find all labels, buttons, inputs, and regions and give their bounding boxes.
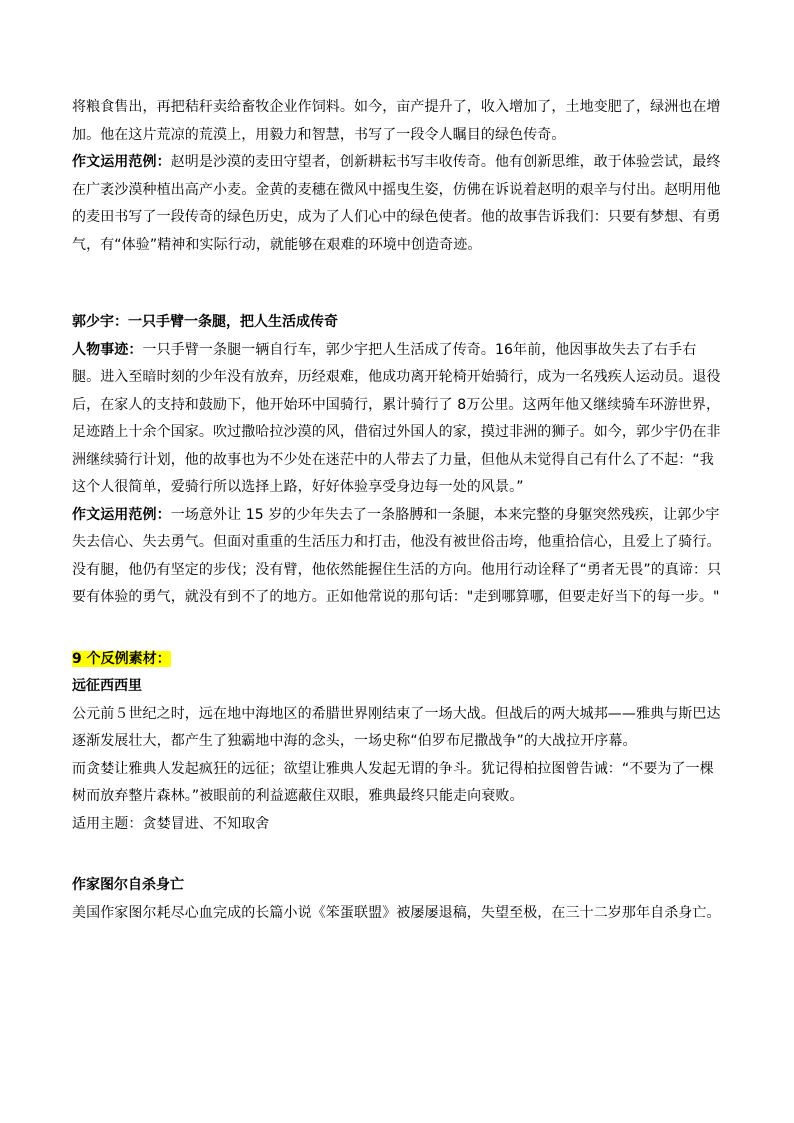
- paragraph-guo-essay-example: [72, 502, 722, 612]
- text-essay-example: 赵明是沙漠的麦田守望者，创新耕耘书写丰收传奇。他有创新思维，敢于体验尝试，最终在广袤沙漠种植出高产小麦。金黄的麦穗在微风中摇曳生姿，仿佛在诉说着赵明的艰辛与付出。赵明用他的麦田书写了一段传奇的绿色历史，成为了人们心中的绿色使者。他的故事告诉我们：只要有梦想、有勇气，有“体验”精神和实际行动，就能够在艰难的环境中创造奇迹。: [72, 154, 721, 253]
- label-deeds: 人物事迹：: [72, 341, 143, 358]
- section-heading-counter-examples: [72, 646, 722, 674]
- label-essay-example: 作文运用范例：: [72, 154, 171, 170]
- paragraph-sicily-1: 公元前５世纪之时，远在地中海地区的希腊世界刚结束了一场大战。但战后的两大城邦——雅典与斯巴达逐渐发展壮大，都产生了独霸地中海的念头，一场史称“伯罗布尼撒战争”的大战拉开序幕。: [72, 705, 721, 749]
- text-deeds: 一只手臂一条腿一辆自行车，郭少宇把人生活成了传奇。16年前，他因事故失去了右手右腿。进入至暗时刻的少年没有放弃，历经艰难，他成功离开轮椅开始骑行，成为一名残疾人运动员。退役后，在家人的支持和鼓励下，他开始环中国骑行，累计骑行了 8万公里。这两年他又继续骑车环游世界，足迹踏上十余个国家。吹过撒哈拉沙漠的风，借宿过外国人的家，摸过非洲的狮子。如今，郭少宇仍在非洲继续骑行计划，他的故事也为不少处在迷茫中的人带去了力量，但他从未觉得自己有什么了不起：“我这个人很简单，爱骑行所以选择上路，好好体验享受身边每一处的风景。”: [72, 341, 721, 495]
- paragraph-sicily-theme: 适用主题：贪婪冒进、不知取舍: [72, 815, 270, 832]
- heading-guo-shaoyu: 郭少宇：一只手臂一条腿，把人生活成传奇: [72, 314, 338, 330]
- paragraph-guo-deeds: [72, 337, 722, 502]
- text-guo-essay-example: 一场意外让 15 岁的少年失去了一条胳膊和一条腿，本来完整的身躯突然残疾，让郭少宇失去信心、失去勇气。但面对重重的生活压力和打击，他没有被世俗击垮，他重拾信心，且爱上了骑行。没有腿，他仍有坚定的步伐；没有臂，他依然能握住生活的方向。他用行动诠释了“勇者无畏”的真谛：只要有体验的勇气，就没有到不了的地方。正如他常说的那句话："走到哪算哪，但要走好当下的每一步。": [72, 506, 722, 605]
- highlighted-heading: 9 个反例素材：: [72, 650, 171, 667]
- heading-toole-suicide: 作家图尔自杀身亡: [72, 877, 184, 893]
- paragraph-essay-example-1: [72, 149, 722, 259]
- paragraph-toole-1: 美国作家图尔耗尽心血完成的长篇小说《笨蛋联盟》被屡屡退稿，失望至极，在三十二岁那年自杀身亡。: [72, 904, 721, 921]
- heading-sicily-expedition: 远征西西里: [72, 678, 142, 694]
- paragraph-wheat-story: 将粮食售出，再把秸秆卖给畜牧企业作饲料。如今，亩产提升了，收入增加了，土地变肥了，绿洲也在增加。他在这片荒凉的荒漠上，用毅力和智慧，书写了一段令人瞩目的绿色传奇。: [72, 99, 721, 143]
- label-guo-essay-example: 作文运用范例：: [72, 506, 171, 523]
- paragraph-sicily-2: 而贪婪让雅典人发起疯狂的远征；欲望让雅典人发起无谓的争斗。犹记得柏拉图曾告诫：“不要为了一棵树而放弃整片森林。”被眼前的利益遮蔽住双眼，雅典最终只能走向衰败。: [72, 760, 714, 804]
- document-page: [72, 94, 722, 927]
